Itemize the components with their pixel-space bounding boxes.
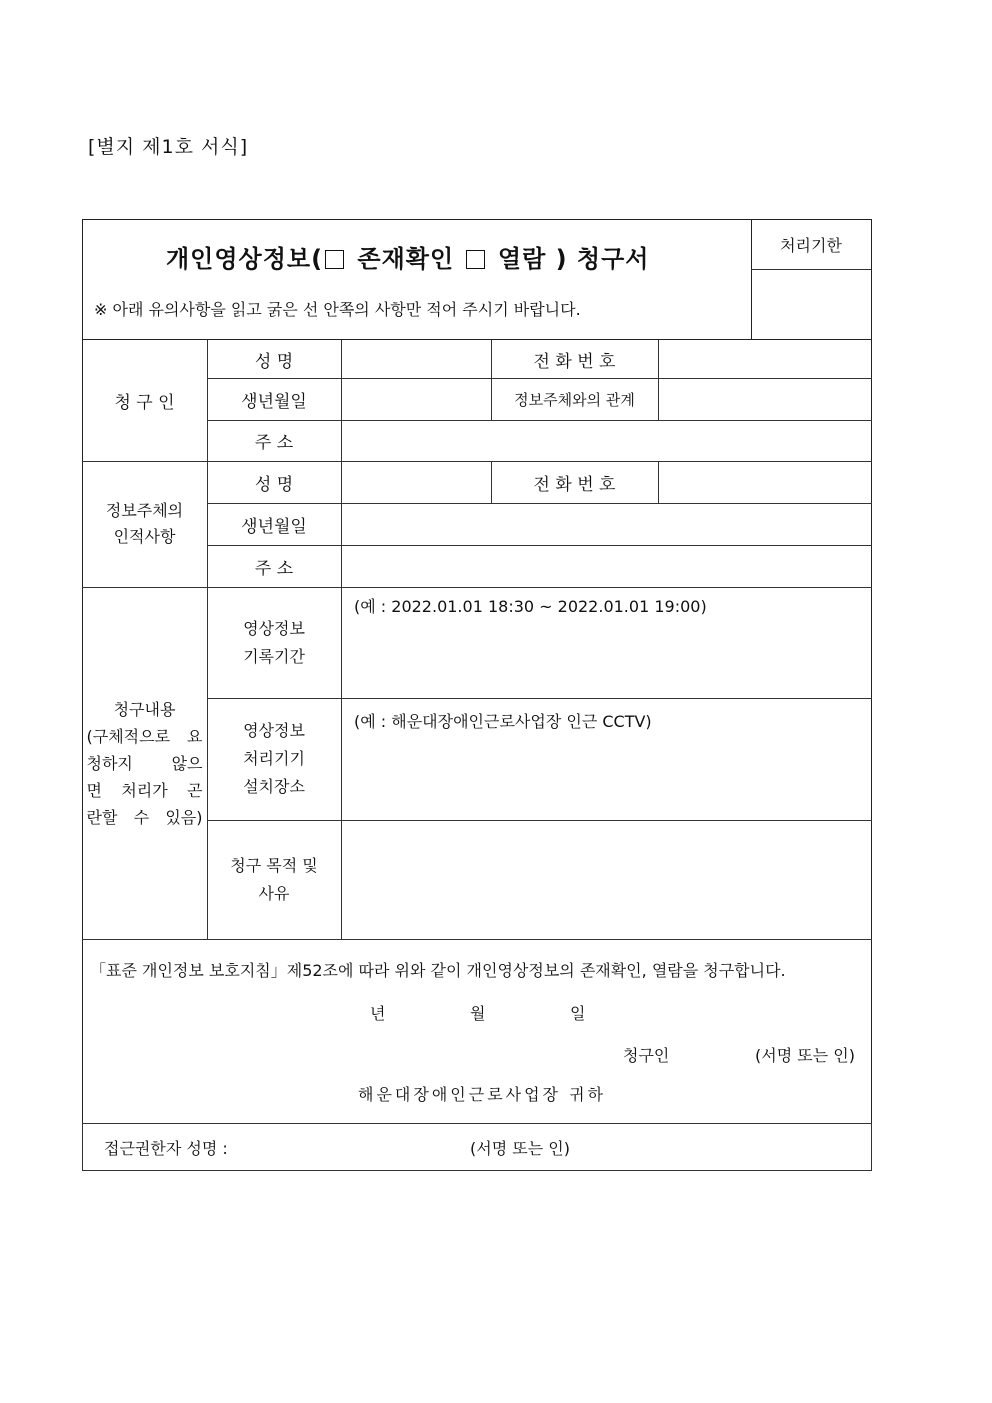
requester-name-field[interactable] xyxy=(342,341,490,377)
request-section-line: (구체적으로 요 xyxy=(86,726,203,746)
subject-birth-field[interactable] xyxy=(342,504,871,544)
requester-relation-field[interactable] xyxy=(659,379,871,419)
subject-phone-label: 전 화 번 호 xyxy=(533,474,616,495)
access-person-signature[interactable]: (서명 또는 인) xyxy=(470,1139,570,1158)
declaration-text: 「표준 개인정보 보호지침」제52조에 따라 위와 같이 개인영상정보의 존재확인, 열람을 청구합니다. xyxy=(90,961,786,980)
form-title: 개인영상정보( 존재확인 열람 ) 청구서 xyxy=(166,245,650,273)
request-section-line: 란할 수 있음) xyxy=(86,807,203,827)
requester-phone-label: 전 화 번 호 xyxy=(533,351,616,372)
requester-birth-field[interactable] xyxy=(342,379,490,419)
form-number-label: [별지 제1호 서식] xyxy=(88,136,249,158)
date-year-label: 년 xyxy=(370,1004,386,1023)
date-day-label: 일 xyxy=(570,1004,586,1023)
subject-address-label: 주 소 xyxy=(254,558,294,579)
request-section-line: 청구내용 xyxy=(113,699,176,719)
requester-address-field[interactable] xyxy=(342,421,871,460)
request-section-line: 면 처리가 곤 xyxy=(86,780,203,800)
subject-section-label: 정보주체의 인적사항 xyxy=(105,501,184,546)
requester-section-label: 청 구 인 xyxy=(114,393,175,413)
request-section-label xyxy=(82,587,207,939)
purpose-label: 청구 목적 및 사유 xyxy=(230,855,318,903)
period-field[interactable] xyxy=(342,619,871,697)
request-section-line: 청하지 않으 xyxy=(86,753,203,773)
subject-phone-field[interactable] xyxy=(659,462,871,502)
access-person-label: 접근권한자 성명 : xyxy=(104,1139,228,1158)
signer-signature[interactable]: (서명 또는 인) xyxy=(755,1046,855,1065)
subject-address-field[interactable] xyxy=(342,546,871,586)
requester-phone-field[interactable] xyxy=(659,341,871,377)
purpose-field[interactable] xyxy=(342,821,871,938)
device-location-label: 영상정보 처리기기 설치장소 xyxy=(243,721,305,796)
device-example: (예 : 해운대장애인근로사업장 인근 CCTV) xyxy=(354,712,652,731)
period-example: (예 : 2022.01.01 18:30 ~ 2022.01.01 19:00) xyxy=(354,597,707,616)
request-form xyxy=(82,219,872,1171)
requester-relation-label: 정보주체와의 관계 xyxy=(514,390,635,409)
requester-name-label: 성 명 xyxy=(254,351,294,372)
device-location-field[interactable] xyxy=(342,734,871,819)
deadline-field[interactable] xyxy=(752,270,870,339)
subject-name-label: 성 명 xyxy=(254,474,294,495)
checkbox-existence[interactable] xyxy=(325,250,344,269)
date-month-label: 월 xyxy=(470,1004,486,1023)
period-label: 영상정보 기록기간 xyxy=(243,618,305,666)
instruction-note: ※ 아래 유의사항을 읽고 굵은 선 안쪽의 사항만 적어 주시기 바랍니다. xyxy=(94,300,581,319)
subject-name-field[interactable] xyxy=(342,462,490,502)
subject-birth-label: 생년월일 xyxy=(241,516,307,537)
addressee: 해운대장애인근로사업장 귀하 xyxy=(358,1085,607,1104)
requester-birth-label: 생년월일 xyxy=(241,391,307,412)
checkbox-viewing[interactable] xyxy=(466,250,485,269)
signer-label: 청구인 xyxy=(623,1046,670,1065)
deadline-label: 처리기한 xyxy=(780,235,842,255)
requester-address-label: 주 소 xyxy=(254,433,294,453)
